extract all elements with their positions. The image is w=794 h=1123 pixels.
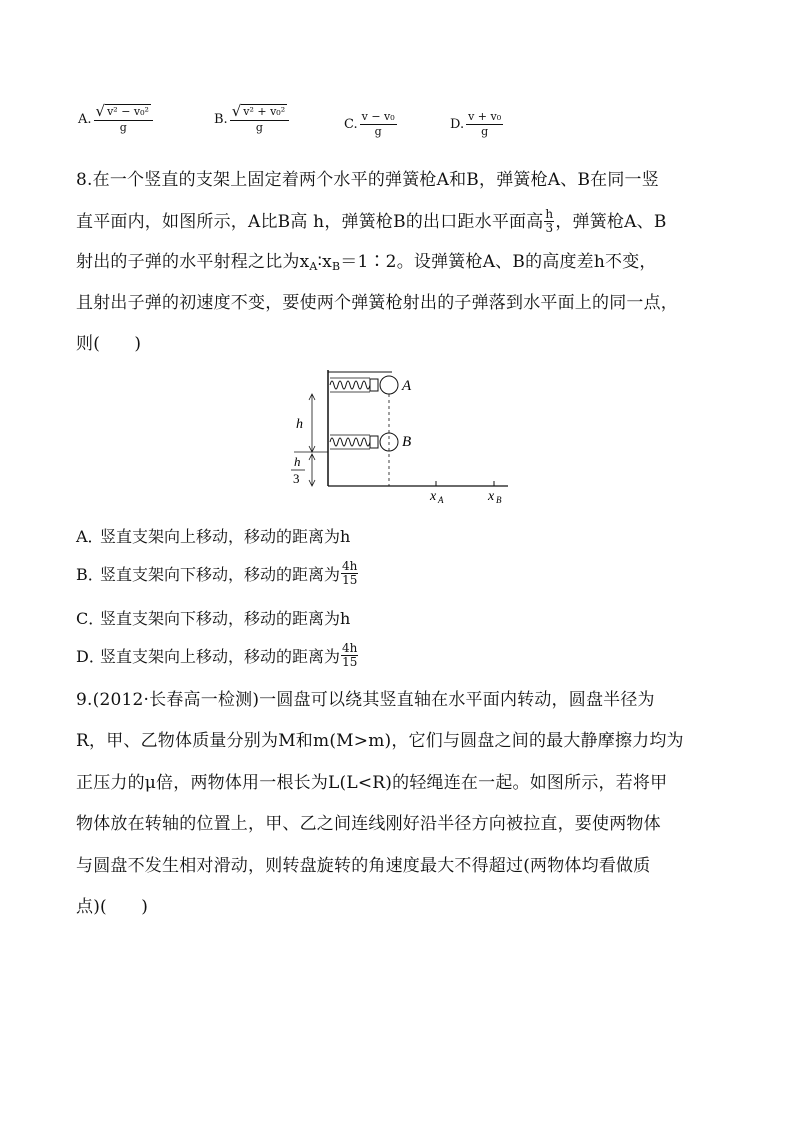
option-c-fraction (360, 110, 397, 139)
option-d (450, 110, 503, 139)
spring-b (330, 438, 370, 446)
q8-line-1: 8.在一个竖直的支架上固定着两个水平的弹簧枪A和B，弹簧枪A、B在同一竖 (76, 170, 659, 190)
label-b: B (402, 434, 412, 450)
label-a: A (402, 378, 412, 394)
q8-line-2 (76, 208, 667, 235)
q8-choice-b-label: B． (76, 565, 104, 584)
spring-gun-figure (286, 366, 512, 506)
q8-sub-b: B (331, 260, 341, 273)
option-b-label: B. (214, 112, 228, 127)
q8-choice-c-text: 竖直支架向下移动，移动的距离为h (100, 609, 351, 628)
gun-a-barrel (370, 379, 378, 391)
label-xa: x (430, 489, 437, 504)
q8-choice-d-fraction (341, 642, 358, 669)
q8-choice-b-fraction (341, 560, 358, 587)
q8-height-fraction-num: h (545, 207, 554, 221)
q9-line-3: 正压力的μ倍，两物体用一根长为L(L<R)的轻绳连在一起。如图所示，若将甲 (76, 773, 668, 793)
label-h: h (296, 417, 303, 432)
q8-line-2-tail: ，弹簧枪A、B (555, 211, 667, 232)
q9-line-2: R，甲、乙物体质量分别为M和m(M>m)，它们与圆盘之间的最大静摩擦力均为 (76, 731, 684, 751)
option-d-denominator: g (481, 125, 489, 138)
option-a (78, 104, 153, 135)
option-d-fraction (466, 110, 503, 139)
q8-choice-b-num: 4h (342, 559, 358, 573)
q9-line-4: 物体放在转轴的位置上，甲、乙之间连线刚好沿半径方向被拉直，要使两物体 (76, 814, 661, 834)
option-b-denominator: g (255, 121, 263, 134)
q8-choice-b (76, 560, 359, 587)
q8-ratio-sep: ∶x (317, 252, 332, 272)
gun-b-barrel (370, 436, 378, 448)
q8-choice-b-text: 竖直支架向下移动，移动的距离为 (100, 565, 341, 584)
option-b-radicand: v² + v₀² (243, 105, 286, 118)
option-b-fraction: √ v² + v₀² g (230, 104, 289, 135)
q8-line-2-text: 直平面内，如图所示，A比B高 h，弹簧枪B的出口距水平面高 (76, 211, 544, 232)
label-xb-sub: B (496, 495, 502, 505)
option-d-numerator: v + v₀ (468, 110, 502, 123)
q8-line-3-tail: ＝1∶2。设弹簧枪A、B的高度差h不变， (340, 252, 657, 272)
option-b (214, 104, 289, 135)
q8-choice-a-text: 竖直支架向上移动，移动的距离为h (100, 527, 351, 546)
q8-line-3-text: 射出的子弹的水平射程之比为x (76, 252, 310, 272)
q8-choice-d-text: 竖直支架向上移动，移动的距离为 (100, 647, 341, 666)
q8-choice-a-label: A． (76, 527, 104, 546)
option-a-fraction: √ v² − v₀² g (94, 104, 153, 135)
q8-height-fraction-den: 3 (545, 221, 554, 235)
q8-choice-d-num: 4h (342, 641, 358, 655)
q9-line-6: 点)( ) (76, 897, 149, 917)
option-a-label: A. (78, 112, 92, 127)
q8-choice-b-den: 15 (342, 573, 358, 587)
q8-line-5: 则( ) (76, 334, 142, 354)
q8-choice-d-label: D． (76, 647, 105, 666)
label-h3-num: h (294, 454, 301, 469)
option-c-label: C. (344, 117, 358, 132)
option-c-numerator: v − v₀ (361, 110, 395, 123)
option-a-radicand: v² − v₀² (107, 105, 149, 118)
option-c (344, 110, 397, 139)
q8-choice-c-label: C． (76, 609, 105, 628)
q8-choice-c (76, 606, 350, 629)
q8-line-4: 且射出子弹的初速度不变，要使两个弹簧枪射出的子弹落到水平面上的同一点， (76, 293, 678, 313)
q9-line-5: 与圆盘不发生相对滑动，则转盘旋转的角速度最大不得超过(两物体均看做质 (76, 856, 651, 876)
q8-line-3 (76, 252, 657, 277)
option-a-denominator: g (119, 121, 127, 134)
bullet-a (380, 376, 398, 394)
option-d-label: D. (450, 117, 465, 132)
option-c-denominator: g (374, 125, 382, 138)
label-xa-sub: A (438, 495, 444, 505)
q9-line-1: 9.(2012·长春高一检测)一圆盘可以绕其竖直轴在水平面内转动，圆盘半径为 (76, 690, 655, 710)
spring-a (330, 381, 370, 389)
label-h3-den: 3 (293, 471, 300, 486)
q8-choice-d (76, 642, 359, 669)
q8-sub-a: A (309, 260, 318, 273)
q8-choice-d-den: 15 (342, 655, 358, 669)
label-xb: x (488, 489, 495, 504)
q8-choice-a (76, 524, 350, 547)
q8-height-fraction (544, 208, 554, 235)
